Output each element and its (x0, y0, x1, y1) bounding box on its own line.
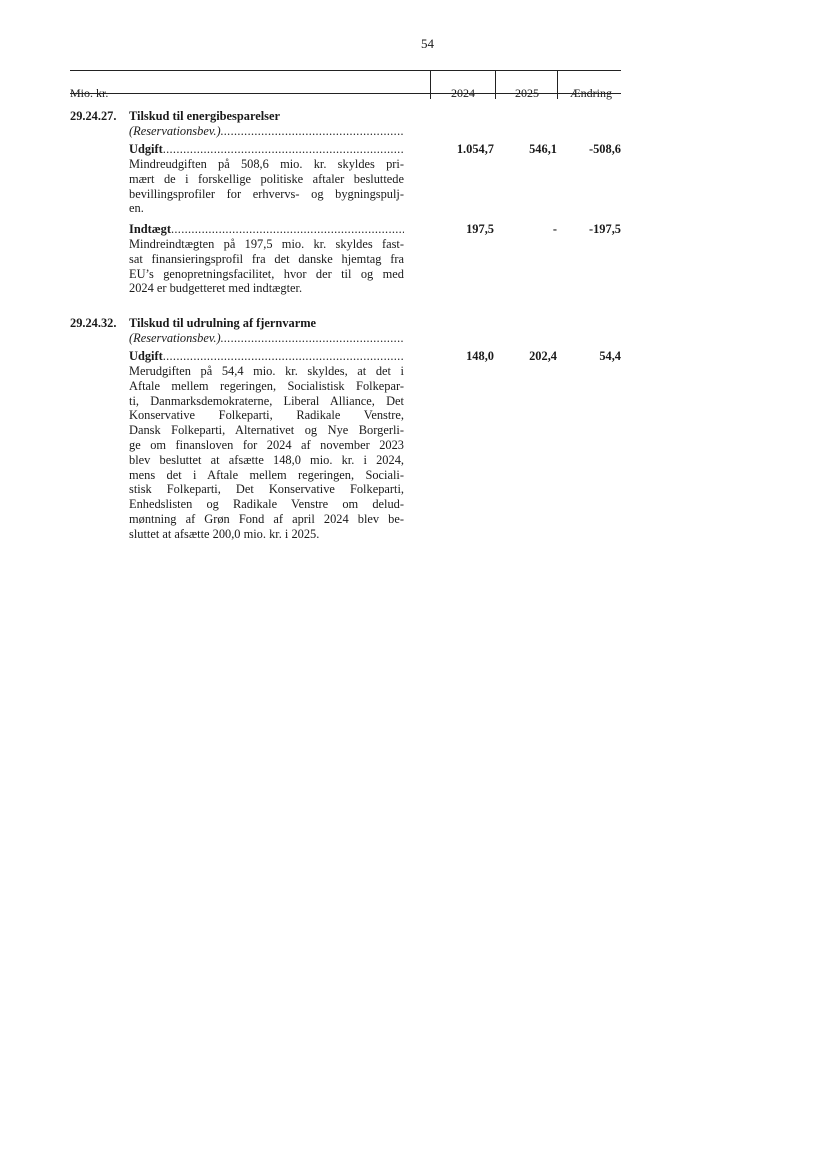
revenue-label: Indtægt ..... (129, 222, 404, 237)
value-2024: 197,5 (466, 222, 494, 236)
header-column-divider (430, 70, 431, 99)
value-2024: 1.054,7 (456, 142, 494, 156)
section-title: Tilskud til energibesparelser (129, 109, 280, 123)
header-bottom-rule (70, 93, 621, 94)
column-header-2025: 2025 (515, 86, 539, 100)
appropriation-type: (Reservationsbev.) ..... (129, 331, 404, 346)
explanation-paragraph: Merudgiften på 54,4 mio. kr. skyldes, at det i Aftale mellem regeringen, Socialistisk Folkepar- ti, Danmarksdemokraterne, Liberal Alliance, Det Konservative Folkeparti, Radikale Venstre, Dansk Folkeparti, Alternativet og Nye Borgerli- ge om finansloven for 2024 af november 2023 blev besluttet at afsætte 148,0 mio. kr. i 2024, mens det i Aftale mellem regeringen, Sociali- stisk Folkeparti, Det Konservative Folkeparti, Enhedslisten og Radikale Venstre om delud- møntning af Grøn Fond af april 2024 blev be- sluttet at afsætte 200,0 mio. kr. i 2025. (129, 364, 404, 541)
header-column-divider (557, 70, 558, 99)
value-change: 54,4 (599, 349, 621, 363)
explanation-paragraph: Mindreindtægten på 197,5 mio. kr. skyldes fast- sat finansieringsprofil fra det danske hjemtag fra EU’s genopretningsfacilitet, hvor der til og med 2024 er budgetteret med indtægter. (129, 237, 404, 296)
value-2025: 202,4 (529, 349, 557, 363)
explanation-paragraph: Mindreudgiften på 508,6 mio. kr. skyldes pri- mært de i forskellige politiske aftaler besluttede bevillingsprofiler for erhvervs- og bygningspulj- en. (129, 157, 404, 216)
value-2025: - (552, 222, 557, 236)
expense-label: Udgift ..... (129, 349, 404, 364)
section-code: 29.24.32. (70, 316, 117, 330)
column-header-change: Ændring (570, 86, 612, 100)
value-2025: 546,1 (529, 142, 557, 156)
header-top-rule (70, 70, 621, 71)
header-column-divider (495, 70, 496, 99)
appropriation-type: (Reservationsbev.) ..... (129, 124, 404, 139)
section-code: 29.24.27. (70, 109, 117, 123)
expense-label: Udgift ..... (129, 142, 404, 157)
page-number: 54 (421, 36, 434, 51)
value-change: -197,5 (588, 222, 621, 236)
value-change: -508,6 (588, 142, 621, 156)
section-title: Tilskud til udrulning af fjernvarme (129, 316, 317, 330)
value-2024: 148,0 (466, 349, 494, 363)
column-header-2024: 2024 (451, 86, 475, 100)
unit-label: Mio. kr. (70, 86, 109, 100)
